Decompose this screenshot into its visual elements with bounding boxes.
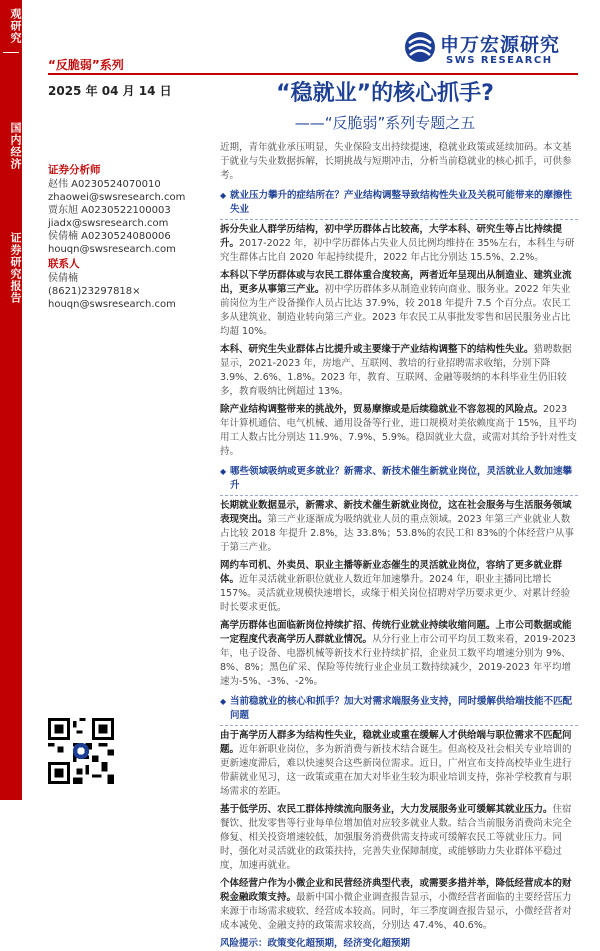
- analyst-line: 贾东旭 A0230522100003: [48, 205, 171, 216]
- body-paragraph: 基于低学历、农民工群体持续流向服务业，大力发展服务业可缓解其就业压力。住宿餐饮、批发零售等行业每单位增加值对应较多就业人数。结合当前服务消费尚未完全修复、相关投资增速较低，加强服务消费供需支持或可缓解农民工等就业压力。同时，强化对灵活就业的政策扶持，完善失业保障制度，或能够助力失业群体平稳过度，加速再就业。: [220, 804, 572, 871]
- analyst-line: 侯倩楠 A0230524080006: [48, 231, 171, 242]
- section-heading: ◆ 就业压力攀升的症结所在？产业结构调整导致结构性失业及关税可能带来的摩擦性失业: [220, 189, 578, 220]
- report-subtitle: ——“反脆弱”系列专题之五: [294, 114, 476, 132]
- sidebar-label-domestic-economy: 国内经济: [9, 122, 22, 170]
- logo-mark-icon: [405, 32, 435, 62]
- report-body: [220, 141, 578, 951]
- sidebar: [0, 0, 22, 800]
- sidebar-label-macro: 观研究: [9, 8, 22, 44]
- analyst-email[interactable]: jiadx@swsresearch.com: [48, 218, 169, 229]
- intro-paragraph: 近期，青年就业承压明显，失业保险支出持续提速，稳就业政策或延续加码。本文基于就业与失业数据拆解，长期挑战与短期冲击，分析当前稳就业的核心抓手，可供参考。: [220, 142, 572, 181]
- sidebar-divider: [3, 52, 19, 53]
- body-paragraph: 网约车司机、外卖员、职业主播等新业态催生的灵活就业岗位，容纳了更多就业群体。近年灵活就业新职位就业人数近年加速攀升。2024 年，职业主播同比增长 157%。灵活就业规模快速增长，或缘于相关岗位招聘对学历要求更少、对累计经验时长要求更低。: [220, 560, 571, 613]
- analyst-email[interactable]: houqn@swsresearch.com: [48, 244, 176, 255]
- contact-phone: (8621)23297818×: [48, 286, 141, 297]
- contact-heading: 联系人: [48, 258, 80, 270]
- body-paragraph: 由于高学历人群多为结构性失业，稳就业或重在缓解人才供给端与职位需求不匹配问题。近年新职业岗位，多为新消费与新技术结合诞生。但高校及社会相关专业培训的更新速度滞后，难以快速契合这些新岗位需求。近日，广州宣布支持高校毕业生进行带薪就业见习，这一政策或重在加大对毕业生较为职业培训支持，弥补学校教育与职场需求的差距。: [220, 730, 572, 797]
- qr-code-icon: [48, 718, 114, 784]
- sidebar-label-research-report: 证券研究报告: [9, 232, 22, 304]
- header-rule: [48, 73, 578, 75]
- body-paragraph: 本科以下学历群体或与农民工群体重合度较高，两者近年呈现出从制造业、建筑业流出，更多从事第三产业。初中学历群体多从制造业转向商业、服务业。2022 年失业前岗位为生产设备操作人员占比达 37.9%，较 2018 年提升 7.5 个百分点。农民工多从建筑业、制造业转向第三产业。2023 年农民工从事批发零售和居民服务业占比均超 10%。: [220, 270, 572, 337]
- logo-subtitle: SWS RESEARCH: [446, 55, 553, 66]
- section-heading: ◆ 当前稳就业的核心和抓手？加大对需求端服务业支持，同时缓解供给端技能不匹配问题: [220, 695, 578, 726]
- body-paragraph: 本科、研究生失业群体占比提升或主要缘于产业结构调整下的结构性失业。猎聘数据显示，2021-2023 年，房地产、互联网、教培的行业招聘需求收缩，分别下降 3.9%、2.6%、1.8%。2023 年，教育、互联网、金融等吸纳的本科毕业生仍旧较多，教育吸纳比例超过 13%。: [220, 344, 572, 397]
- body-paragraph: 个体经营户作为小微企业和民营经济典型代表，或需要多措并举，降低经营成本的财税金融政策支持。最新中国小微企业调查报告显示，小微经营者面临的主要经营压力来源于市场需求疲软、经营成本较高。同时，年三季度调查报告显示，小微经营者对成本减免、金融支持的政策需求较高，分别达 47.4%、40.6%。: [220, 878, 572, 931]
- series-tag: “反脆弱”系列: [48, 58, 124, 72]
- report-date: 2025 年 04 月 14 日: [48, 84, 172, 98]
- analysts-heading: 证券分析师: [48, 164, 101, 176]
- contact-email[interactable]: houqn@swsresearch.com: [48, 299, 176, 310]
- risk-note: 风险提示：政策变化超预期，经济变化超预期: [220, 938, 411, 949]
- analyst-panel: [48, 164, 203, 311]
- body-paragraph: 长期就业数据显示，新需求、新技术催生新就业岗位，这在社会服务与生活服务领域表现突出。第三产业逐渐成为吸纳就业人员的重点领域。2023 年第三产业就业人数占比较 2018 年提升 2.8%，达 33.8%；53.8%的农民工和 83%的个体经营户从事于第三产业。: [220, 500, 574, 553]
- body-paragraph: 高学历群体也面临新岗位持续扩招、传统行业就业持续收缩问题。上市公司数据或能一定程度代表高学历人群就业情况。从分行业上市公司平均员工数来看，2019-2023 年，电子设备、电器机械等新技术行业持续扩招，企业员工数平均增速分别为 9%、8%、8%；黑色矿采、保险等传统行业企业员工数持续减少，2019-2023 年平均增速为-5%、-3%、-2%。: [220, 620, 576, 687]
- body-paragraph: 除产业结构调整带来的挑战外，贸易摩擦或是后续稳就业不容忽视的风险点。2023 年计算机通信、电气机械、通用设备等行业，进口规模对美依赖度高于 15%，且平均用工人数占比分别达 11.9%、7.9%、5.9%。稳固就业大盘，或需对其给予针对性支持。: [220, 404, 577, 457]
- analyst-email[interactable]: zhaowei@swsresearch.com: [48, 192, 186, 203]
- contact-name: 侯倩楠: [48, 273, 78, 284]
- logo-name: 申万宏源研究: [440, 34, 561, 56]
- section-heading: ◆ 哪些领域吸纳或更多就业？新需求、新技术催生新就业岗位，灵活就业人数加速攀升: [220, 465, 578, 496]
- analyst-line: 赵伟 A0230524070010: [48, 179, 161, 190]
- body-paragraph: 拆分失业人群学历结构，初中学历群体占比较高，大学本科、研究生等占比持续提升。2017-2022 年，初中学历群体占失业人员比例均维持在 35%左右，本科生与研究生群体占比自 2020 年起持续提升，2022 年占比分别达 15.5%、2.2%。: [220, 224, 575, 263]
- report-title: “稳就业”的核心抓手?: [276, 81, 494, 106]
